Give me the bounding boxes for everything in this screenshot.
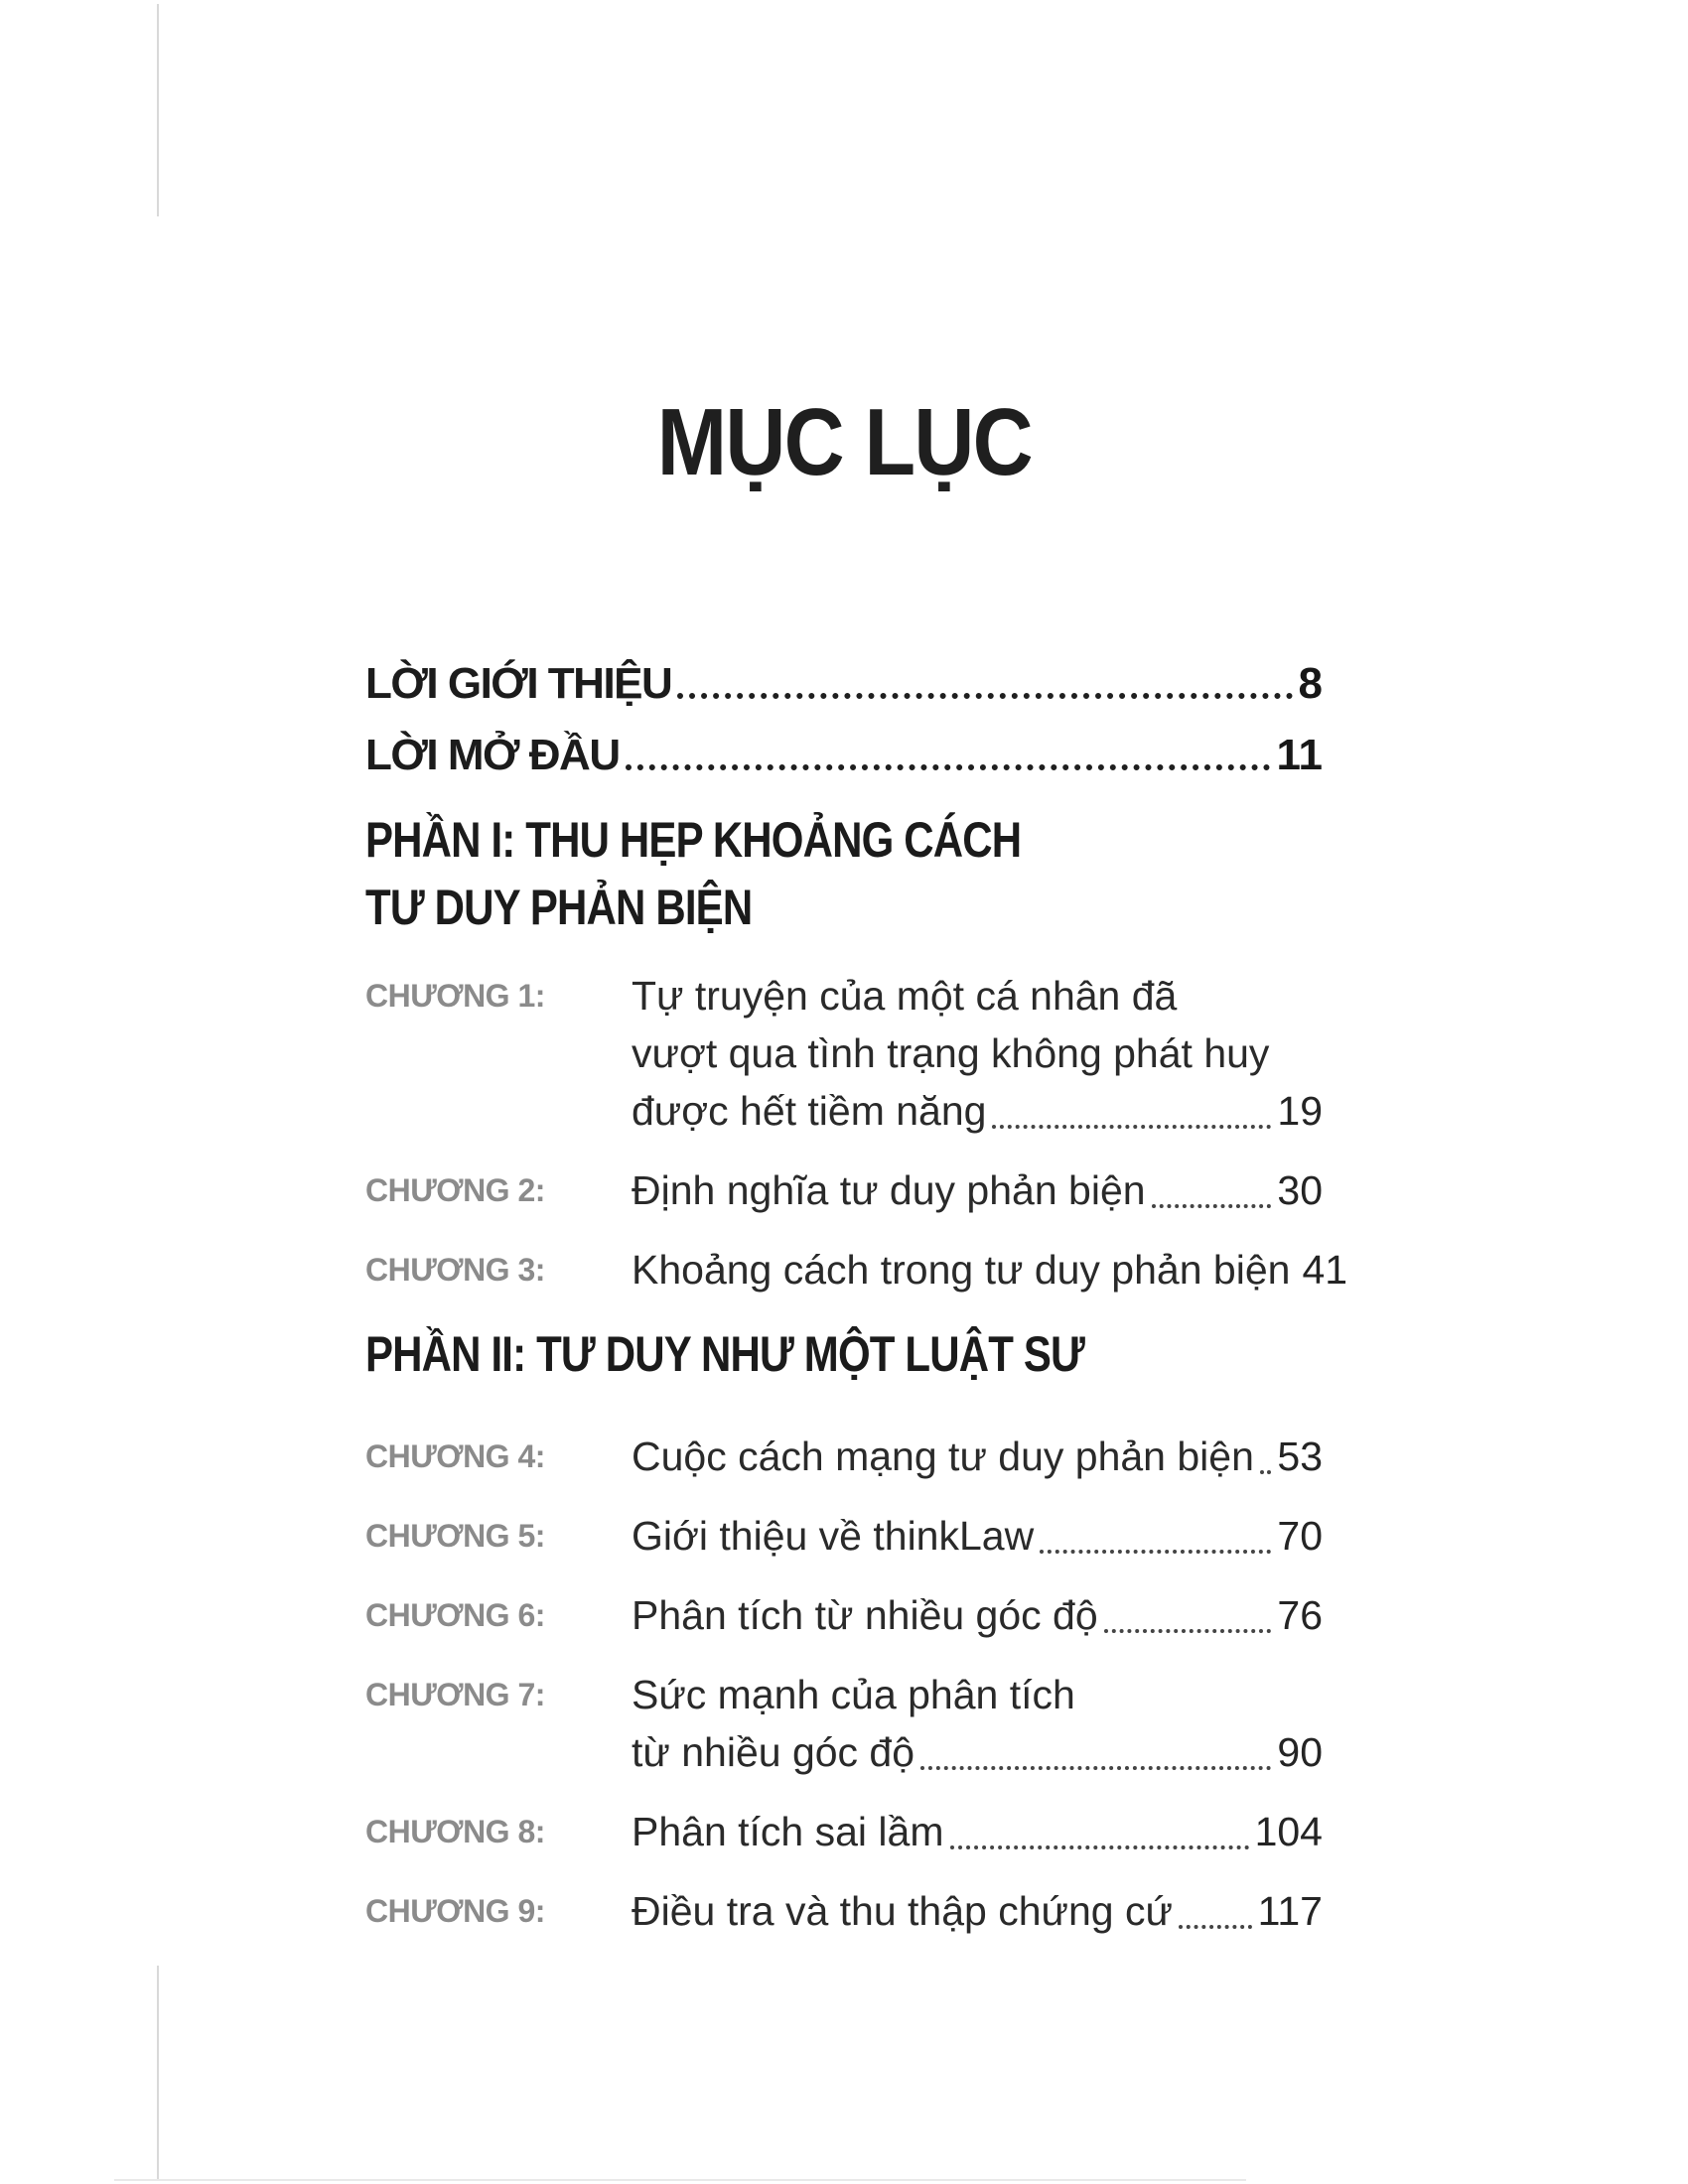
- chapter-body: [632, 1241, 1348, 1298]
- chapter-title: Giới thiệu về thinkLaw: [632, 1513, 1035, 1559]
- chapter-title: Phân tích sai lầm: [632, 1809, 944, 1854]
- section-heading-line: PHẦN I: THU HẸP KHOẢNG CÁCH: [365, 812, 1022, 868]
- chapter-row-4: [365, 1428, 1323, 1485]
- chapter-title: Điều tra và thu thập chứng cứ: [632, 1888, 1173, 1934]
- chapter-body: [632, 1882, 1323, 1940]
- chapter-row-1: [365, 967, 1323, 1140]
- chapter-title: Sức mạnh của phân tích: [632, 1672, 1075, 1717]
- chapter-body: [632, 1586, 1323, 1644]
- dot-leader: [626, 764, 1271, 770]
- chapter-title-line: [632, 1666, 1323, 1723]
- section-heading-part-1: [365, 806, 1170, 941]
- chapter-row-9: [365, 1882, 1323, 1940]
- chapter-label: CHƯƠNG 8:: [365, 1814, 545, 1849]
- dot-leader: [1152, 1204, 1272, 1208]
- page-title-text: MỤC LỤC: [656, 389, 1032, 495]
- chapter-body: [632, 1666, 1323, 1781]
- page-number: 117: [1257, 1888, 1323, 1934]
- chapter-title: từ nhiều góc độ: [632, 1729, 915, 1775]
- chapter-label: CHƯƠNG 5:: [365, 1518, 545, 1554]
- chapter-row-8: [365, 1803, 1323, 1860]
- chapter-row-7: [365, 1666, 1323, 1781]
- page-edge-line-top: [157, 4, 159, 216]
- dot-leader: [992, 1125, 1271, 1129]
- front-matter-label: LỜI GIỚI THIỆU: [365, 659, 672, 708]
- chapter-title-line: [632, 1241, 1348, 1298]
- page-number: 41: [1302, 1247, 1348, 1293]
- chapter-title-line: [632, 1161, 1323, 1219]
- chapter-label: CHƯƠNG 7:: [365, 1677, 545, 1712]
- chapter-label: CHƯƠNG 2:: [365, 1172, 545, 1208]
- page-number: 19: [1277, 1088, 1323, 1134]
- dot-leader: [950, 1845, 1249, 1849]
- chapter-title-line: [632, 1428, 1323, 1485]
- chapter-title: Cuộc cách mạng tư duy phản biện: [632, 1433, 1254, 1479]
- page-number: 70: [1277, 1513, 1323, 1559]
- chapter-body: [632, 1507, 1323, 1565]
- page-number: 104: [1254, 1809, 1323, 1854]
- chapter-body: [632, 967, 1323, 1140]
- chapter-title: Tự truyện của một cá nhân đã: [632, 973, 1178, 1019]
- front-matter-row: [365, 661, 1323, 707]
- chapter-body: [632, 1428, 1323, 1485]
- chapter-row-5: [365, 1507, 1323, 1565]
- chapter-title-line: [632, 1024, 1323, 1082]
- chapter-row-2: [365, 1161, 1323, 1219]
- page-number: 76: [1277, 1592, 1323, 1638]
- dot-leader: [1040, 1550, 1271, 1554]
- chapter-title-line: [632, 1882, 1323, 1940]
- front-matter-label: LỜI MỞ ĐẦU: [365, 731, 620, 779]
- toc-content: [365, 0, 1348, 1962]
- page-number: 90: [1277, 1729, 1323, 1775]
- page-title: [365, 389, 1323, 495]
- dot-leader: [677, 693, 1292, 699]
- chapter-title-line: [632, 1082, 1323, 1140]
- chapter-title: được hết tiềm năng: [632, 1088, 987, 1134]
- chapter-title-line: [632, 1723, 1323, 1781]
- chapter-title: Khoảng cách trong tư duy phản biện: [632, 1247, 1291, 1293]
- page-bottom-rule: [114, 2179, 1246, 2181]
- chapter-label: CHƯƠNG 1:: [365, 978, 545, 1014]
- chapter-label: CHƯƠNG 6:: [365, 1597, 545, 1633]
- page-number: 53: [1277, 1433, 1323, 1479]
- chapter-label: CHƯƠNG 4:: [365, 1438, 545, 1474]
- chapter-title-line: [632, 1507, 1323, 1565]
- dot-leader: [1179, 1925, 1252, 1929]
- page-number: 11: [1276, 731, 1323, 779]
- chapter-row-6: [365, 1586, 1323, 1644]
- page-edge-line-bottom: [157, 1966, 159, 2181]
- chapter-title: vượt qua tình trạng không phát huy: [632, 1030, 1270, 1076]
- chapter-title: Định nghĩa tư duy phản biện: [632, 1167, 1146, 1213]
- section-heading-line: PHẦN II: TƯ DUY NHƯ MỘT LUẬT SƯ: [365, 1326, 1085, 1382]
- chapter-body: [632, 1161, 1323, 1219]
- front-matter: [365, 661, 1323, 778]
- section-heading-line: TƯ DUY PHẢN BIỆN: [365, 880, 753, 935]
- page-number: 8: [1298, 659, 1323, 708]
- front-matter-row: [365, 733, 1323, 778]
- chapter-title: Phân tích từ nhiều góc độ: [632, 1592, 1098, 1638]
- dot-leader: [1104, 1629, 1272, 1633]
- chapter-title-line: [632, 1586, 1323, 1644]
- chapter-label: CHƯƠNG 3:: [365, 1252, 545, 1288]
- chapter-title-line: [632, 1803, 1323, 1860]
- chapter-row-3: [365, 1241, 1348, 1298]
- page-number: 30: [1277, 1167, 1323, 1213]
- section-heading-part-2: [365, 1320, 1170, 1388]
- chapter-body: [632, 1803, 1323, 1860]
- chapter-title-line: [632, 967, 1323, 1024]
- dot-leader: [920, 1766, 1271, 1770]
- dot-leader: [1260, 1470, 1271, 1474]
- chapter-label: CHƯƠNG 9:: [365, 1893, 545, 1929]
